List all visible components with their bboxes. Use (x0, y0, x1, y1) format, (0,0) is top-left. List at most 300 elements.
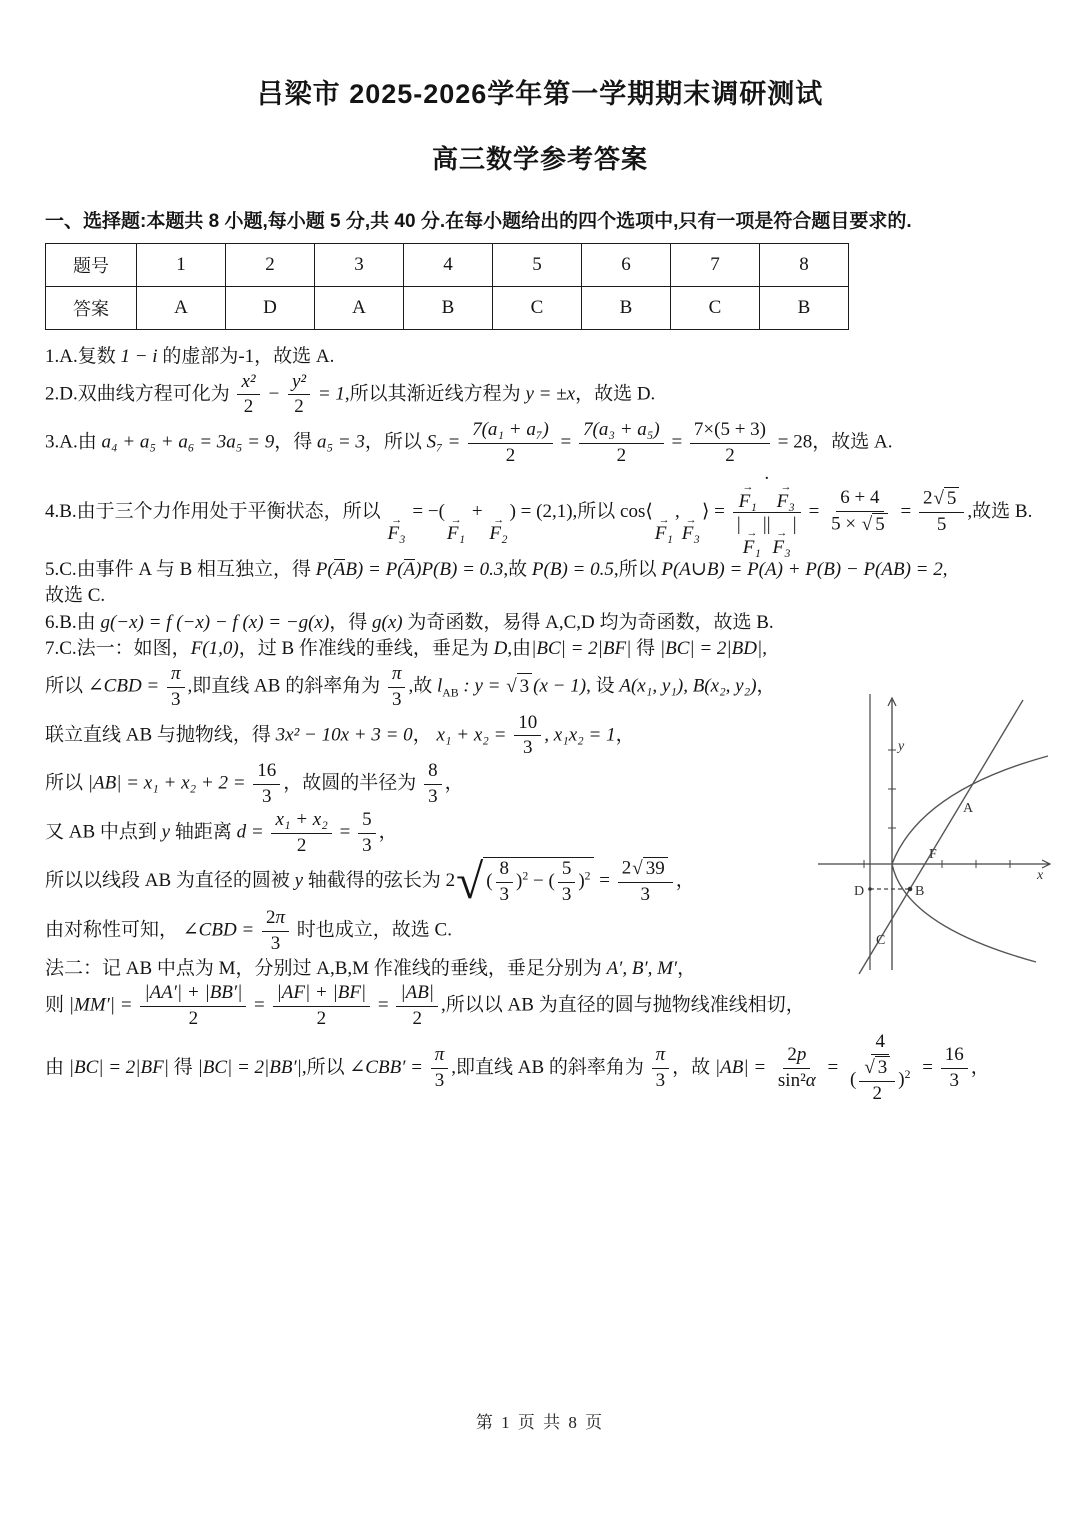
math-vector (387, 516, 405, 543)
math-fraction (558, 858, 576, 907)
math-text: 法二：记 AB 中点为 M，分别过 A,B,M 作准线的垂线，垂足分别为 (45, 957, 607, 979)
math-text: ) = (2,1),所以 cos⟨ (509, 500, 653, 522)
math-italic: |AF| + |BF| (276, 982, 367, 1004)
label-D: D (854, 884, 865, 899)
math-text: 4 (875, 1030, 885, 1052)
math-text: 5 × (831, 513, 861, 535)
sqrt-radical-glyph: √ (506, 675, 517, 697)
fraction-numerator (514, 712, 541, 737)
question-number: 1 (137, 244, 226, 287)
math-italic: y (294, 870, 304, 892)
section-heading: 一、选择题:本题共 8 小题,每小题 5 分,共 40 分.在每小题给出的四个选项中,只有一项是符合题目要求的. (45, 211, 912, 232)
math-text: 5.C.由事件 A 与 B 相互独立，得 (45, 558, 316, 580)
math-text: | (792, 513, 797, 535)
question-number: 5 (493, 244, 582, 287)
math-text: 2 (584, 869, 591, 883)
fraction-numerator (288, 371, 310, 396)
point-D (868, 887, 872, 891)
math-text: ( (486, 870, 493, 892)
math-italic: π (275, 906, 286, 928)
math-text: , 设 (586, 675, 620, 697)
math-superscript (905, 1068, 911, 1081)
fraction-numerator (396, 982, 438, 1007)
math-text: = (555, 431, 577, 453)
fraction-numerator (424, 760, 442, 785)
math-text: 得 (168, 1056, 198, 1078)
math-text: = (373, 994, 394, 1016)
fraction-numerator (836, 487, 883, 512)
math-fraction (388, 663, 406, 712)
solution-line-5 (45, 557, 1035, 584)
math-text: ,故选 B. (967, 500, 1033, 522)
math-text: 2 (188, 1007, 199, 1029)
fraction-numerator (919, 487, 964, 513)
label-B: B (915, 884, 925, 899)
math-text: , (674, 500, 680, 522)
math-italic: g(x) (372, 611, 403, 633)
math-italic: (x − 1) (533, 675, 587, 697)
math-text: 3 (949, 1069, 959, 1091)
math-text: 2 (904, 1068, 911, 1082)
math-italic: 1 − i (120, 346, 158, 367)
math-italic: π (434, 1044, 445, 1066)
math-text: 16 (944, 1044, 964, 1066)
math-fraction (496, 858, 514, 907)
math-italic: |AB| = (714, 1056, 771, 1078)
fraction-denominator (613, 444, 631, 468)
math-italic: )P(B) = 0.3 (415, 558, 504, 580)
fraction-numerator (271, 809, 331, 834)
math-fraction (167, 663, 185, 712)
math-text: = (594, 870, 615, 892)
fraction-denominator (167, 688, 185, 712)
answer-letter: B (404, 287, 493, 330)
math-text: ， (378, 821, 398, 843)
fraction-denominator (258, 785, 276, 809)
math-text: 则 (45, 994, 69, 1016)
math-text: ， (675, 870, 695, 892)
question-number: 8 (760, 244, 849, 287)
question-number: 4 (404, 244, 493, 287)
math-text: 2 (266, 906, 276, 928)
math-text: | (736, 513, 741, 535)
math-text: ，过 B 作准线的垂线，垂足为 (238, 638, 494, 660)
question-number: 7 (671, 244, 760, 287)
math-italic: P( (315, 558, 334, 580)
math-text: ( (849, 1069, 857, 1091)
math-italic: x₁ + x₂ (275, 808, 328, 830)
vector-arrow-icon: → (780, 481, 792, 494)
math-fraction (288, 371, 310, 420)
fraction-denominator (519, 736, 537, 760)
math-text: 所以 (45, 675, 88, 697)
math-italic: |AB| = x₁ + x₂ + 2 = (87, 772, 251, 794)
label-F: F (929, 847, 937, 862)
fraction-numerator (388, 663, 406, 688)
question-number: 2 (226, 244, 315, 287)
math-italic: ∠CBD = (87, 675, 165, 697)
table-row-question-numbers (46, 244, 849, 287)
math-text: = (917, 1056, 938, 1078)
solution-line-7j (45, 1031, 1035, 1106)
math-text: 由对称性可知， (45, 919, 183, 941)
fraction-denominator (558, 883, 576, 907)
math-text: ， (444, 772, 464, 794)
math-text: = (822, 1056, 843, 1078)
answer-letter: B (760, 287, 849, 330)
sqrt-radical-glyph: √ (864, 1056, 875, 1078)
math-text: 6.B.由 (45, 611, 101, 633)
vector-arrow-icon: → (492, 514, 504, 527)
math-text: 2 (725, 444, 735, 466)
math-text: 5 (946, 488, 957, 510)
math-italic: g(−x) = f (−x) − f (x) = −g(x) (100, 611, 330, 633)
fraction-denominator (358, 834, 376, 858)
fraction-numerator (859, 1056, 895, 1082)
math-italic: |BC| = 2|BF| (531, 638, 632, 660)
math-text: 8 (499, 858, 510, 880)
math-text: 3 (428, 785, 438, 807)
fraction-denominator (652, 1069, 670, 1093)
vector-base: F₁ (742, 536, 761, 558)
math-text: 3 (362, 834, 372, 856)
math-text: = (895, 500, 916, 522)
math-text: 1.A.复数 (45, 346, 121, 367)
math-vector (655, 516, 673, 543)
math-fraction (424, 760, 442, 809)
solution-line-3 (45, 419, 1035, 468)
math-fraction (941, 1044, 968, 1093)
math-sqrt (632, 857, 667, 881)
sqrt-radicand (875, 1056, 891, 1080)
label-x: x (1037, 868, 1044, 883)
fraction-numerator (618, 857, 673, 883)
math-sqrt (862, 513, 888, 537)
math-text: 5 (875, 514, 885, 536)
math-text: 由 (45, 1056, 69, 1078)
math-italic: B) = P( (345, 558, 404, 580)
fraction-denominator (933, 513, 951, 537)
math-text: sin² (777, 1069, 806, 1091)
math-text: 轴距离 (170, 821, 237, 843)
math-text: 2 (294, 396, 304, 418)
math-italic: 3x² − 10x + 3 = 0 (275, 724, 413, 746)
math-text: ,即直线 AB 的斜率角为 (451, 1056, 649, 1078)
math-fraction (396, 982, 438, 1031)
fraction-denominator (240, 395, 258, 419)
fraction-denominator (827, 512, 893, 537)
math-text: 3.A.由 (45, 431, 102, 453)
figure-parabola-diagram (810, 686, 1068, 978)
fraction-denominator (774, 1069, 820, 1093)
fraction-denominator (267, 932, 285, 956)
math-text: 2 (872, 1083, 883, 1105)
fraction-numerator (253, 760, 280, 785)
math-text: ，故 (672, 1056, 715, 1078)
table-row-answers (46, 287, 849, 330)
math-text: ，得 (274, 431, 317, 453)
math-fraction (774, 1044, 820, 1093)
math-text: = (666, 431, 687, 453)
math-text: ,由 (507, 638, 532, 660)
answer-letter: A (315, 287, 404, 330)
math-fraction (431, 1044, 449, 1093)
math-text: 所以以线段 AB 为直径的圆被 (45, 870, 295, 892)
fraction-denominator (496, 883, 514, 907)
math-text: ,即直线 AB 的斜率角为 (187, 675, 385, 697)
math-text: 39 (645, 858, 665, 880)
math-fraction (262, 907, 289, 956)
math-italic: y² (291, 370, 307, 392)
math-text: ，得 (329, 611, 373, 633)
solution-line-4 (45, 468, 1035, 557)
math-text: ,所以 (301, 1056, 350, 1078)
math-text: 3 (391, 688, 402, 710)
math-text: = 28，故选 A. (773, 431, 893, 453)
math-vector (739, 483, 757, 510)
math-italic: p (796, 1044, 807, 1066)
math-text: AB (442, 686, 459, 700)
vector-arrow-icon: → (391, 514, 403, 527)
sqrt-radicand (517, 673, 533, 701)
fraction-denominator (293, 834, 311, 858)
fraction-numerator (358, 809, 376, 834)
math-italic: x² (241, 370, 256, 392)
math-fraction (919, 487, 964, 537)
math-text: ,所以其渐近线方程为 (344, 383, 526, 405)
math-vector (682, 516, 700, 543)
math-text: 3 (262, 785, 272, 807)
math-text: 2 (922, 487, 933, 509)
math-italic: F(1,0) (190, 638, 239, 660)
math-text: 2 (505, 444, 516, 466)
math-italic: S₇ = (426, 431, 466, 453)
math-text: ) (898, 1069, 905, 1091)
math-text: 3 (640, 884, 650, 906)
vector-base: F₃ (387, 523, 406, 545)
math-italic: P(A∪B) = P(A) + P(B) − P(AB) = 2 (661, 558, 943, 580)
label-A: A (963, 801, 974, 816)
math-text: ， (412, 724, 437, 746)
math-subscript (442, 686, 458, 699)
math-text: 所以 (45, 772, 88, 794)
fraction-denominator (185, 1007, 203, 1031)
vector-arrow-icon: → (742, 481, 754, 494)
math-italic: |AA′| + |BB′| (144, 982, 243, 1004)
math-text: 又 AB 中点到 (45, 821, 162, 843)
math-text: ⟩ = (701, 500, 730, 522)
fraction-numerator (690, 419, 770, 444)
solution-line-6 (45, 610, 1035, 637)
math-text: ， (615, 724, 635, 746)
sqrt-radical-glyph: √ (456, 854, 484, 910)
math-fraction (514, 712, 541, 761)
math-fraction (358, 809, 376, 858)
math-text: ， (756, 675, 776, 697)
fraction-denominator (869, 1082, 887, 1106)
math-text: 5 (936, 514, 947, 536)
math-text: · (758, 467, 775, 489)
math-text: 2 (616, 444, 627, 466)
axis-ticks (864, 750, 1010, 868)
label-C: C (876, 933, 886, 948)
math-fraction (827, 487, 893, 537)
math-sqrt (933, 487, 959, 511)
fraction-numerator (558, 858, 576, 883)
page-title: 吕梁市 2025-2026学年第一学期期末调研测试 (256, 79, 824, 109)
sqrt-radical-glyph: √ (632, 857, 643, 879)
math-fraction (690, 419, 770, 468)
fraction-numerator (941, 1044, 968, 1069)
answer-letter: B (582, 287, 671, 330)
math-vector (743, 529, 761, 556)
fraction-denominator (431, 1069, 449, 1093)
math-text: ， (970, 1056, 990, 1078)
math-fraction (618, 857, 673, 907)
math-text: 3 (655, 1069, 666, 1091)
math-fraction (237, 371, 259, 420)
math-text: 7.C.法一：如图， (45, 638, 191, 660)
math-text: ,所以以 AB 为直径的圆与抛物线准线相切， (441, 994, 805, 1016)
math-text: 3 (519, 676, 530, 698)
fraction-denominator (313, 1007, 331, 1031)
math-text: ,故 (408, 675, 437, 697)
vector-base: F₃ (681, 523, 700, 545)
math-italic: y (161, 821, 171, 843)
math-sqrt (456, 854, 593, 910)
math-fraction (271, 809, 331, 858)
math-text: + (467, 500, 488, 522)
fraction-numerator (468, 419, 553, 444)
question-number: 6 (582, 244, 671, 287)
vector-base: F₃ (772, 536, 791, 558)
solution-line-7a (45, 636, 1035, 663)
answer-table (45, 243, 849, 330)
math-italic: |BC| = 2|BD| (659, 638, 763, 660)
fraction-numerator (496, 858, 514, 883)
math-text: 轴截得的弦长为 2 (303, 870, 456, 892)
math-text: 2 (296, 834, 307, 856)
question-number: 3 (315, 244, 404, 287)
math-text: 7×(5 + 3) (693, 419, 767, 441)
math-vector (777, 483, 795, 510)
math-text: 3 (499, 884, 510, 906)
row-label-answer: 答案 (46, 287, 137, 330)
math-italic: x₁ + x₂ = (436, 724, 512, 746)
math-sqrt (864, 1056, 890, 1080)
fraction-denominator (846, 1055, 914, 1106)
math-fraction (253, 760, 280, 809)
math-text: || (762, 513, 771, 535)
row-label-question: 题号 (46, 244, 137, 287)
math-text: ) (516, 870, 523, 892)
math-italic: |AB| (400, 982, 435, 1004)
math-italic: A(x₁, y₁), B(x₂, y₂) (619, 675, 757, 697)
math-text: 8 (428, 760, 438, 782)
math-text: 3 (171, 688, 181, 710)
math-italic: ∠CBB′ = (349, 1056, 428, 1078)
fraction-numerator (262, 907, 289, 932)
vector-base: F₃ (776, 490, 795, 512)
math-italic: l (437, 675, 443, 697)
vector-base: F₁ (738, 490, 757, 512)
math-overbar: A (403, 558, 416, 580)
math-sqrt (506, 673, 532, 701)
math-fraction (652, 1044, 670, 1093)
fraction-numerator (783, 1044, 810, 1069)
vector-base: F₁ (654, 523, 673, 545)
sqrt-radical-glyph: √ (861, 513, 873, 535)
math-italic: π (171, 662, 181, 684)
math-text: ,故 (503, 558, 532, 580)
math-text: ， (677, 957, 697, 979)
math-text: 为奇函数，易得 A,C,D 均为奇函数，故选 B. (402, 611, 774, 633)
fraction-denominator (636, 883, 654, 907)
vector-arrow-icon: → (450, 514, 462, 527)
math-italic: 7(a₃ + a₅) (583, 419, 660, 441)
math-italic: , x₁x₂ = 1 (544, 724, 616, 746)
sqrt-radicand (872, 513, 888, 537)
math-text: 的虚部为-1，故选 A. (157, 346, 335, 367)
fraction-denominator (945, 1069, 963, 1093)
fraction-numerator (431, 1044, 449, 1069)
math-italic: a₅ = 3 (316, 431, 365, 453)
fraction-denominator (721, 444, 739, 468)
fraction-numerator (237, 371, 259, 396)
vector-arrow-icon: → (658, 514, 670, 527)
sqrt-radical-glyph: √ (933, 487, 944, 509)
math-text: 3 (270, 932, 281, 954)
vector-base: F₁ (446, 523, 466, 545)
answer-letter: D (226, 287, 315, 330)
math-fraction (846, 1031, 914, 1106)
vector-arrow-icon: → (685, 514, 697, 527)
math-fraction (579, 419, 664, 468)
math-text: 2 (522, 869, 529, 883)
math-text: 3 (434, 1069, 445, 1091)
fraction-denominator (733, 513, 801, 557)
math-italic: a₄ + a₅ + a₆ = 3a₅ = 9 (101, 431, 275, 453)
fraction-denominator (502, 444, 520, 468)
math-italic: |BC| = 2|BF| (68, 1056, 169, 1078)
solution-line-5b (45, 583, 1035, 610)
math-text: ) (578, 870, 585, 892)
math-text: 2 (412, 1007, 422, 1029)
math-fraction (468, 419, 553, 468)
solution-line-7i (45, 982, 1035, 1031)
math-italic: |BC| = 2|BB′| (197, 1056, 302, 1078)
math-text: 5 (362, 808, 372, 830)
math-italic: α (805, 1069, 816, 1091)
fraction-denominator (388, 688, 406, 712)
solution-line-1 (45, 344, 1035, 371)
fraction-denominator (424, 785, 442, 809)
point-B (908, 887, 913, 892)
fraction-numerator (652, 1044, 670, 1069)
math-text: = (803, 500, 825, 522)
answer-letter: A (137, 287, 226, 330)
math-italic: 7(a₁ + a₇) (472, 419, 549, 441)
math-text: ，故圆的半径为 (283, 772, 422, 794)
fraction-numerator (579, 419, 664, 444)
math-italic: |MM′| = (68, 994, 138, 1016)
math-text: ，所以 (364, 431, 427, 453)
fraction-numerator (871, 1031, 889, 1056)
math-text: 故选 C. (45, 585, 106, 607)
math-italic: D (493, 638, 508, 660)
fraction-denominator (290, 395, 308, 419)
math-overbar: A (333, 558, 346, 580)
